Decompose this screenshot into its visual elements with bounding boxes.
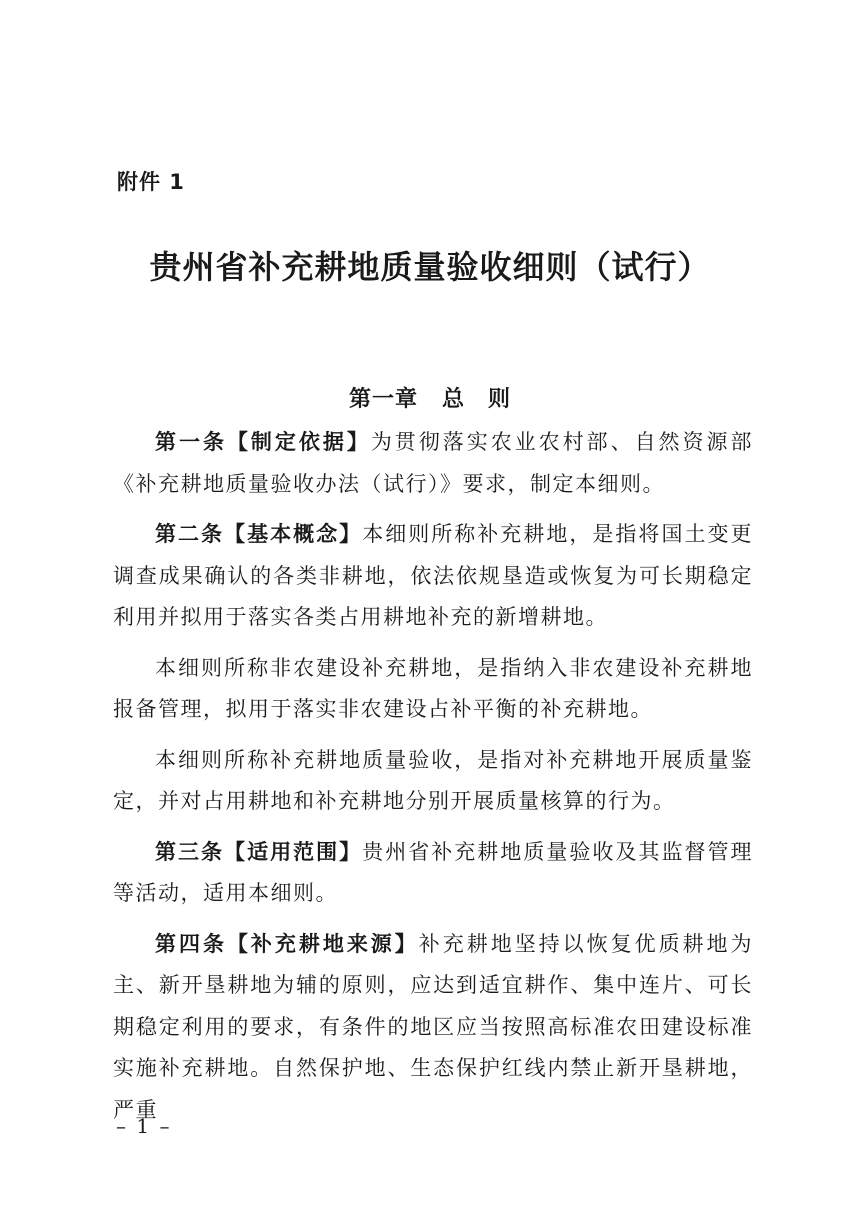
article-text: 为贯彻落实农业农村部、自然资源部《补充耕地质量验收办法（试行）》要求，制定本细则。 xyxy=(113,430,753,496)
article-paragraph xyxy=(113,832,753,915)
document-body xyxy=(113,422,753,1131)
document-title: 贵州省补充耕地质量验收细则（试行） xyxy=(149,248,711,286)
chapter-name: 总 则 xyxy=(442,387,512,412)
article-paragraph xyxy=(113,648,753,731)
article-heading: 第二条【基本概念】 xyxy=(155,522,363,546)
chapter-number: 第一章 xyxy=(348,387,418,412)
article-heading: 第一条【制定依据】 xyxy=(155,430,371,454)
article-heading: 第三条【适用范围】 xyxy=(155,839,363,864)
article-text: 补充耕地坚持以恢复优质耕地为主、新开垦耕地为辅的原则，应达到适宜耕作、集中连片、可长期稳定利用的要求，有条件的地区应当按照高标准农田建设标准实施补充耕地。自然保护地、生态保护红线内禁止新开垦耕地，严重 xyxy=(113,931,754,1122)
attachment-label: 附件 1 xyxy=(117,170,185,194)
article-text: 本细则所称补充耕地，是指将国土变更调查成果确认的各类非耕地，依法依规垦造或恢复为可长期稳定利用并拟用于落实各类占用耕地补充的新增耕地。 xyxy=(113,522,754,629)
article-heading: 第四条【补充耕地来源】 xyxy=(155,931,419,956)
page-number: – 1 – xyxy=(116,1114,172,1138)
article-text: 本细则所称非农建设补充耕地，是指纳入非农建设补充耕地报备管理，拟用于落实非农建设占补平衡的补充耕地。 xyxy=(113,655,753,721)
article-paragraph xyxy=(113,740,753,823)
chapter-heading xyxy=(0,382,860,413)
article-paragraph xyxy=(113,422,753,505)
article-paragraph xyxy=(113,514,753,639)
article-text: 本细则所称补充耕地质量验收，是指对补充耕地开展质量鉴定，并对占用耕地和补充耕地分别开展质量核算的行为。 xyxy=(113,747,753,813)
article-paragraph xyxy=(113,924,753,1132)
article-text: 贵州省补充耕地质量验收及其监督管理等活动，适用本细则。 xyxy=(113,839,754,905)
